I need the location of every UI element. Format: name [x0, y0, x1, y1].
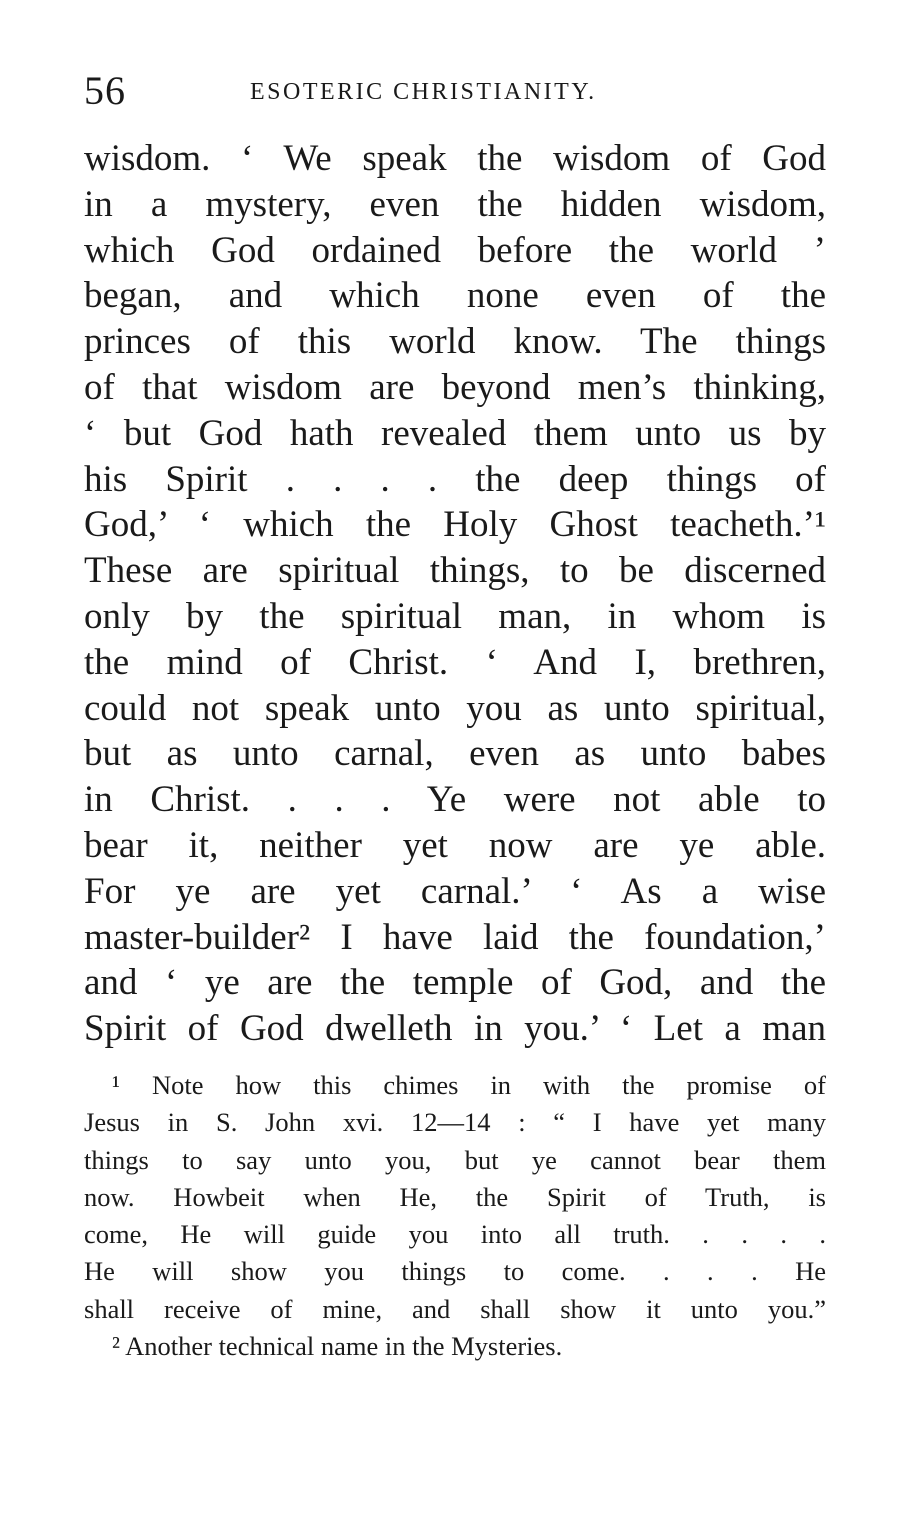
text-line: only by the spiritual man, in whom is — [84, 595, 826, 637]
text-line: bear it, neither yet now are ye able. — [84, 824, 826, 866]
footnote-1-line: things to say unto you, but ye cannot bear them — [84, 1144, 826, 1175]
text-line: ‘ but God hath revealed them unto us by — [84, 412, 826, 454]
footnote-1-line: Jesus in S. John xvi. 12—14 : “ I have yet many — [84, 1107, 826, 1138]
footnote-2-line: ² Another technical name in the Mysteries. — [112, 1331, 563, 1362]
text-line: began, and which none even of the — [84, 275, 826, 317]
text-line: the mind of Christ. ‘ And I, brethren, — [84, 641, 826, 683]
text-line: of that wisdom are beyond men’s thinking, — [84, 366, 826, 408]
text-line: wisdom. ‘ We speak the wisdom of God — [84, 138, 826, 179]
text-line: which God ordained before the world ’ — [84, 229, 826, 271]
text-line: For ye are yet carnal.’ ‘ As a wise — [84, 870, 826, 912]
footnote-1-line: ¹ Note how this chimes in with the promise of — [112, 1070, 826, 1100]
footnote-1-line: come, He will guide you into all truth. . . . . — [84, 1219, 826, 1250]
footnotes — [84, 1067, 826, 1365]
running-title: ESOTERIC CHRISTIANITY. — [250, 79, 597, 105]
text-line: princes of this world know. The things — [84, 321, 826, 363]
text-line: his Spirit . . . . the deep things of — [84, 458, 826, 500]
text-line: and ‘ ye are the temple of God, and the — [84, 962, 826, 1004]
text-line: in Christ. . . . Ye were not able to — [84, 779, 826, 821]
footnote-1-line: He will show you things to come. . . . He — [84, 1256, 826, 1287]
text-line: master-builder² I have laid the foundation,’ — [84, 916, 826, 958]
running-head — [84, 66, 826, 116]
body-text — [84, 136, 826, 1052]
text-line: in a mystery, even the hidden wisdom, — [84, 183, 826, 225]
text-line: God,’ ‘ which the Holy Ghost teacheth.’¹ — [84, 504, 826, 546]
text-line: Spirit of God dwelleth in you.’ ‘ Let a man — [84, 1008, 826, 1050]
page-number: 56 — [84, 68, 126, 113]
footnote-1-line: now. Howbeit when He, the Spirit of Truth, is — [84, 1181, 826, 1212]
footnote-1-line: shall receive of mine, and shall show it unto you.” — [84, 1293, 826, 1324]
text-line: These are spiritual things, to be discerned — [84, 550, 826, 592]
text-line: could not speak unto you as unto spiritual, — [84, 687, 826, 729]
text-line: but as unto carnal, even as unto babes — [84, 733, 826, 775]
